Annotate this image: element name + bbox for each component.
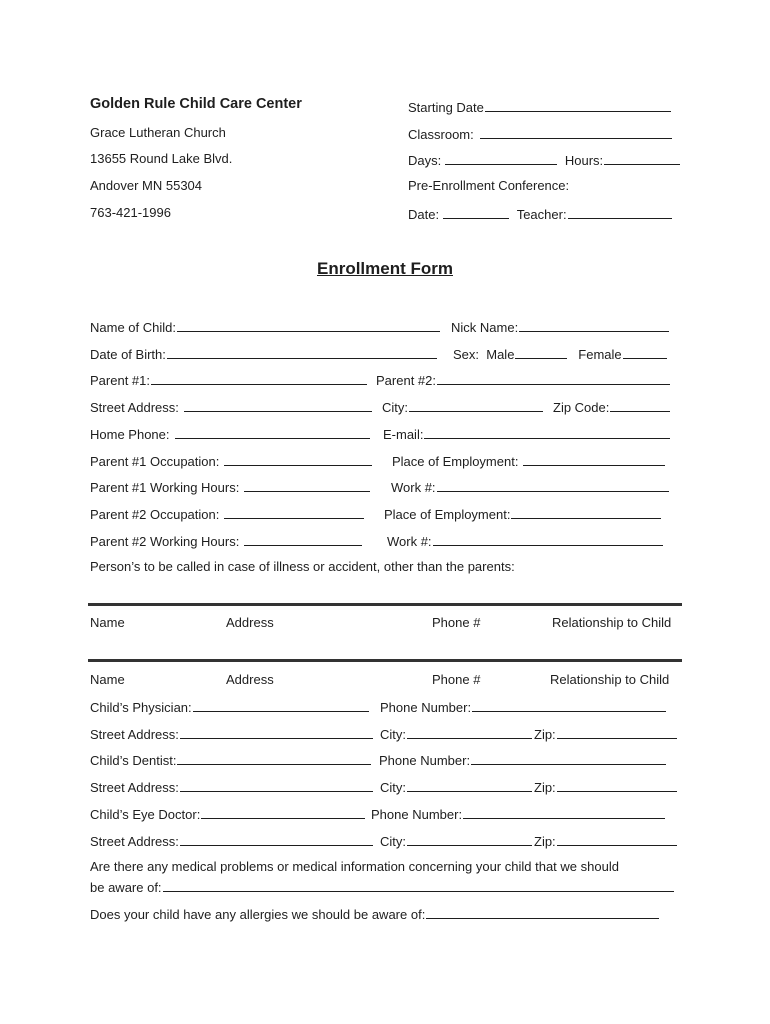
parent2-work-label: Work #:	[387, 534, 432, 549]
parent2-employment-group	[384, 505, 661, 523]
parent2-occupation-field[interactable]	[224, 505, 364, 519]
date-field[interactable]	[443, 205, 509, 219]
physician-city-group	[380, 725, 532, 743]
parent1-field[interactable]	[151, 371, 367, 385]
days-label: Days:	[408, 153, 442, 168]
name-of-child-field[interactable]	[177, 318, 440, 332]
home-phone-label: Home Phone:	[90, 427, 170, 442]
email-field[interactable]	[424, 425, 670, 439]
medical-question-row	[90, 878, 678, 894]
parent1-employment-group	[392, 452, 665, 470]
dentist-street-field[interactable]	[180, 778, 373, 792]
parents-row	[90, 371, 678, 387]
physician-zip-field[interactable]	[557, 725, 677, 739]
parent2-occupation-row	[90, 505, 678, 521]
parent1-hours-field[interactable]	[244, 478, 370, 492]
parent1-occupation-row	[90, 452, 678, 468]
eye-doctor-address-row	[90, 832, 678, 848]
parent2-work-field[interactable]	[433, 532, 663, 546]
physician-street-label: Street Address:	[90, 727, 179, 742]
male-label: Male	[486, 347, 515, 362]
eye-doctor-zip-group	[534, 832, 677, 850]
dentist-zip-label: Zip:	[534, 780, 556, 795]
parent1-label: Parent #1:	[90, 373, 150, 388]
physician-label: Child’s Physician:	[90, 700, 192, 715]
medical-question-line2: be aware of:	[90, 880, 162, 895]
center-name: Golden Rule Child Care Center	[90, 96, 302, 112]
hours-label: Hours:	[564, 153, 604, 168]
emergency-divider-1	[88, 603, 682, 606]
parent2-hours-label: Parent #2 Working Hours:	[90, 534, 240, 549]
zip-code-label: Zip Code:	[553, 400, 610, 415]
nick-name-label: Nick Name:	[451, 320, 519, 335]
allergies-field[interactable]	[426, 905, 659, 919]
parent1-occupation-field[interactable]	[224, 452, 372, 466]
parent1-work-label: Work #:	[391, 480, 436, 495]
eye-doctor-field[interactable]	[201, 805, 365, 819]
zip-group	[553, 398, 670, 416]
emergency-header-name: Name	[90, 615, 125, 630]
parent2-employment-label: Place of Employment:	[384, 507, 511, 522]
parent1-hours-row	[90, 478, 678, 494]
dentist-field[interactable]	[177, 751, 371, 765]
date-of-birth-field[interactable]	[167, 345, 437, 359]
dentist-zip-group	[534, 778, 677, 796]
physician-zip-group	[534, 725, 677, 743]
parent1-work-group	[391, 478, 669, 496]
parent2-occupation-label: Parent #2 Occupation:	[90, 507, 220, 522]
parent2-employment-field[interactable]	[511, 505, 661, 519]
email-group	[383, 425, 670, 443]
emergency-header-relationship-2: Relationship to Child	[550, 672, 670, 687]
parent2-work-group	[387, 532, 663, 550]
date-label: Date:	[408, 207, 440, 222]
eye-doctor-row	[90, 805, 678, 821]
female-field[interactable]	[623, 345, 667, 359]
hours-field[interactable]	[604, 151, 680, 165]
nick-name-group	[451, 318, 669, 336]
name-of-child-label: Name of Child:	[90, 320, 176, 335]
home-phone-field[interactable]	[175, 425, 370, 439]
emergency-divider-2	[88, 659, 682, 662]
emergency-header-name-2: Name	[90, 672, 125, 687]
street-line: 13655 Round Lake Blvd.	[90, 151, 233, 166]
eye-doctor-label: Child’s Eye Doctor:	[90, 807, 201, 822]
starting-date-label: Starting Date	[408, 100, 484, 115]
emergency-header-address: Address	[226, 615, 274, 630]
classroom-row	[408, 125, 672, 142]
emergency-header-phone-2: Phone #	[432, 672, 481, 687]
male-field[interactable]	[515, 345, 567, 359]
emergency-header-relationship: Relationship to Child	[552, 615, 672, 630]
date-teacher-row	[408, 205, 672, 222]
physician-street-field[interactable]	[180, 725, 373, 739]
eye-doctor-city-group	[380, 832, 532, 850]
emergency-intro: Person’s to be called in case of illness or accident, other than the parents:	[90, 559, 515, 574]
street-address-field[interactable]	[184, 398, 372, 412]
street-address-label: Street Address:	[90, 400, 179, 415]
parent2-hours-row	[90, 532, 678, 548]
child-name-row	[90, 318, 678, 334]
zip-code-field[interactable]	[610, 398, 670, 412]
parent1-occupation-label: Parent #1 Occupation:	[90, 454, 220, 469]
physician-phone-field[interactable]	[472, 698, 666, 712]
eye-doctor-street-label: Street Address:	[90, 834, 179, 849]
allergies-label: Does your child have any allergies we should be aware of:	[90, 907, 426, 922]
days-field[interactable]	[445, 151, 557, 165]
female-label: Female	[578, 347, 622, 362]
physician-field[interactable]	[193, 698, 369, 712]
parent2-label: Parent #2:	[376, 373, 436, 388]
city-field[interactable]	[409, 398, 543, 412]
eye-doctor-phone-label: Phone Number:	[371, 807, 463, 822]
physician-phone-group	[380, 698, 666, 716]
parent1-work-field[interactable]	[437, 478, 669, 492]
city-group	[382, 398, 543, 416]
classroom-field[interactable]	[480, 125, 672, 139]
dentist-street-label: Street Address:	[90, 780, 179, 795]
nick-name-field[interactable]	[519, 318, 669, 332]
dentist-city-field[interactable]	[407, 778, 532, 792]
physician-city-label: City:	[380, 727, 406, 742]
sex-group	[453, 345, 667, 363]
city-line: Andover MN 55304	[90, 178, 203, 193]
days-hours-row	[408, 151, 680, 168]
parent1-employment-field[interactable]	[523, 452, 665, 466]
dentist-city-group	[380, 778, 532, 796]
physician-phone-label: Phone Number:	[380, 700, 472, 715]
emergency-header-phone: Phone #	[432, 615, 481, 630]
starting-date-field[interactable]	[485, 98, 671, 112]
dentist-city-label: City:	[380, 780, 406, 795]
dentist-address-row	[90, 778, 678, 794]
eye-doctor-city-label: City:	[380, 834, 406, 849]
eye-doctor-phone-field[interactable]	[463, 805, 665, 819]
teacher-label: Teacher:	[516, 207, 567, 222]
physician-zip-label: Zip:	[534, 727, 556, 742]
allergies-row	[90, 905, 678, 921]
sex-label: Sex:	[453, 347, 480, 362]
dentist-phone-group	[379, 751, 666, 769]
email-label: E-mail:	[383, 427, 424, 442]
emergency-header-address-2: Address	[226, 672, 274, 687]
physician-city-field[interactable]	[407, 725, 532, 739]
eye-doctor-phone-group	[371, 805, 665, 823]
eye-doctor-street-field[interactable]	[180, 832, 373, 846]
phone-line: 763-421-1996	[90, 205, 171, 220]
eye-doctor-zip-label: Zip:	[534, 834, 556, 849]
parent1-employment-label: Place of Employment:	[392, 454, 519, 469]
street-address-row	[90, 398, 678, 414]
parent2-field[interactable]	[437, 371, 670, 385]
medical-info-field[interactable]	[163, 878, 674, 892]
eye-doctor-city-field[interactable]	[407, 832, 532, 846]
teacher-field[interactable]	[568, 205, 672, 219]
physician-address-row	[90, 725, 678, 741]
parent2-group	[376, 371, 670, 389]
parent2-hours-field[interactable]	[244, 532, 362, 546]
dentist-row	[90, 751, 678, 767]
parent1-hours-label: Parent #1 Working Hours:	[90, 480, 240, 495]
pre-enrollment-label: Pre-Enrollment Conference:	[408, 178, 570, 193]
city-label: City:	[382, 400, 408, 415]
medical-question-line1: Are there any medical problems or medical information concerning your child that we should	[90, 859, 619, 874]
dob-row	[90, 345, 678, 361]
form-title: Enrollment Form	[316, 259, 453, 278]
classroom-label: Classroom:	[408, 127, 474, 142]
dentist-label: Child’s Dentist:	[90, 753, 177, 768]
dentist-phone-field[interactable]	[471, 751, 666, 765]
date-of-birth-label: Date of Birth:	[90, 347, 166, 362]
eye-doctor-zip-field[interactable]	[557, 832, 677, 846]
dentist-zip-field[interactable]	[557, 778, 677, 792]
dentist-phone-label: Phone Number:	[379, 753, 471, 768]
starting-date-row	[408, 98, 671, 115]
phone-email-row	[90, 425, 678, 441]
physician-row	[90, 698, 678, 714]
church-name: Grace Lutheran Church	[90, 125, 226, 140]
